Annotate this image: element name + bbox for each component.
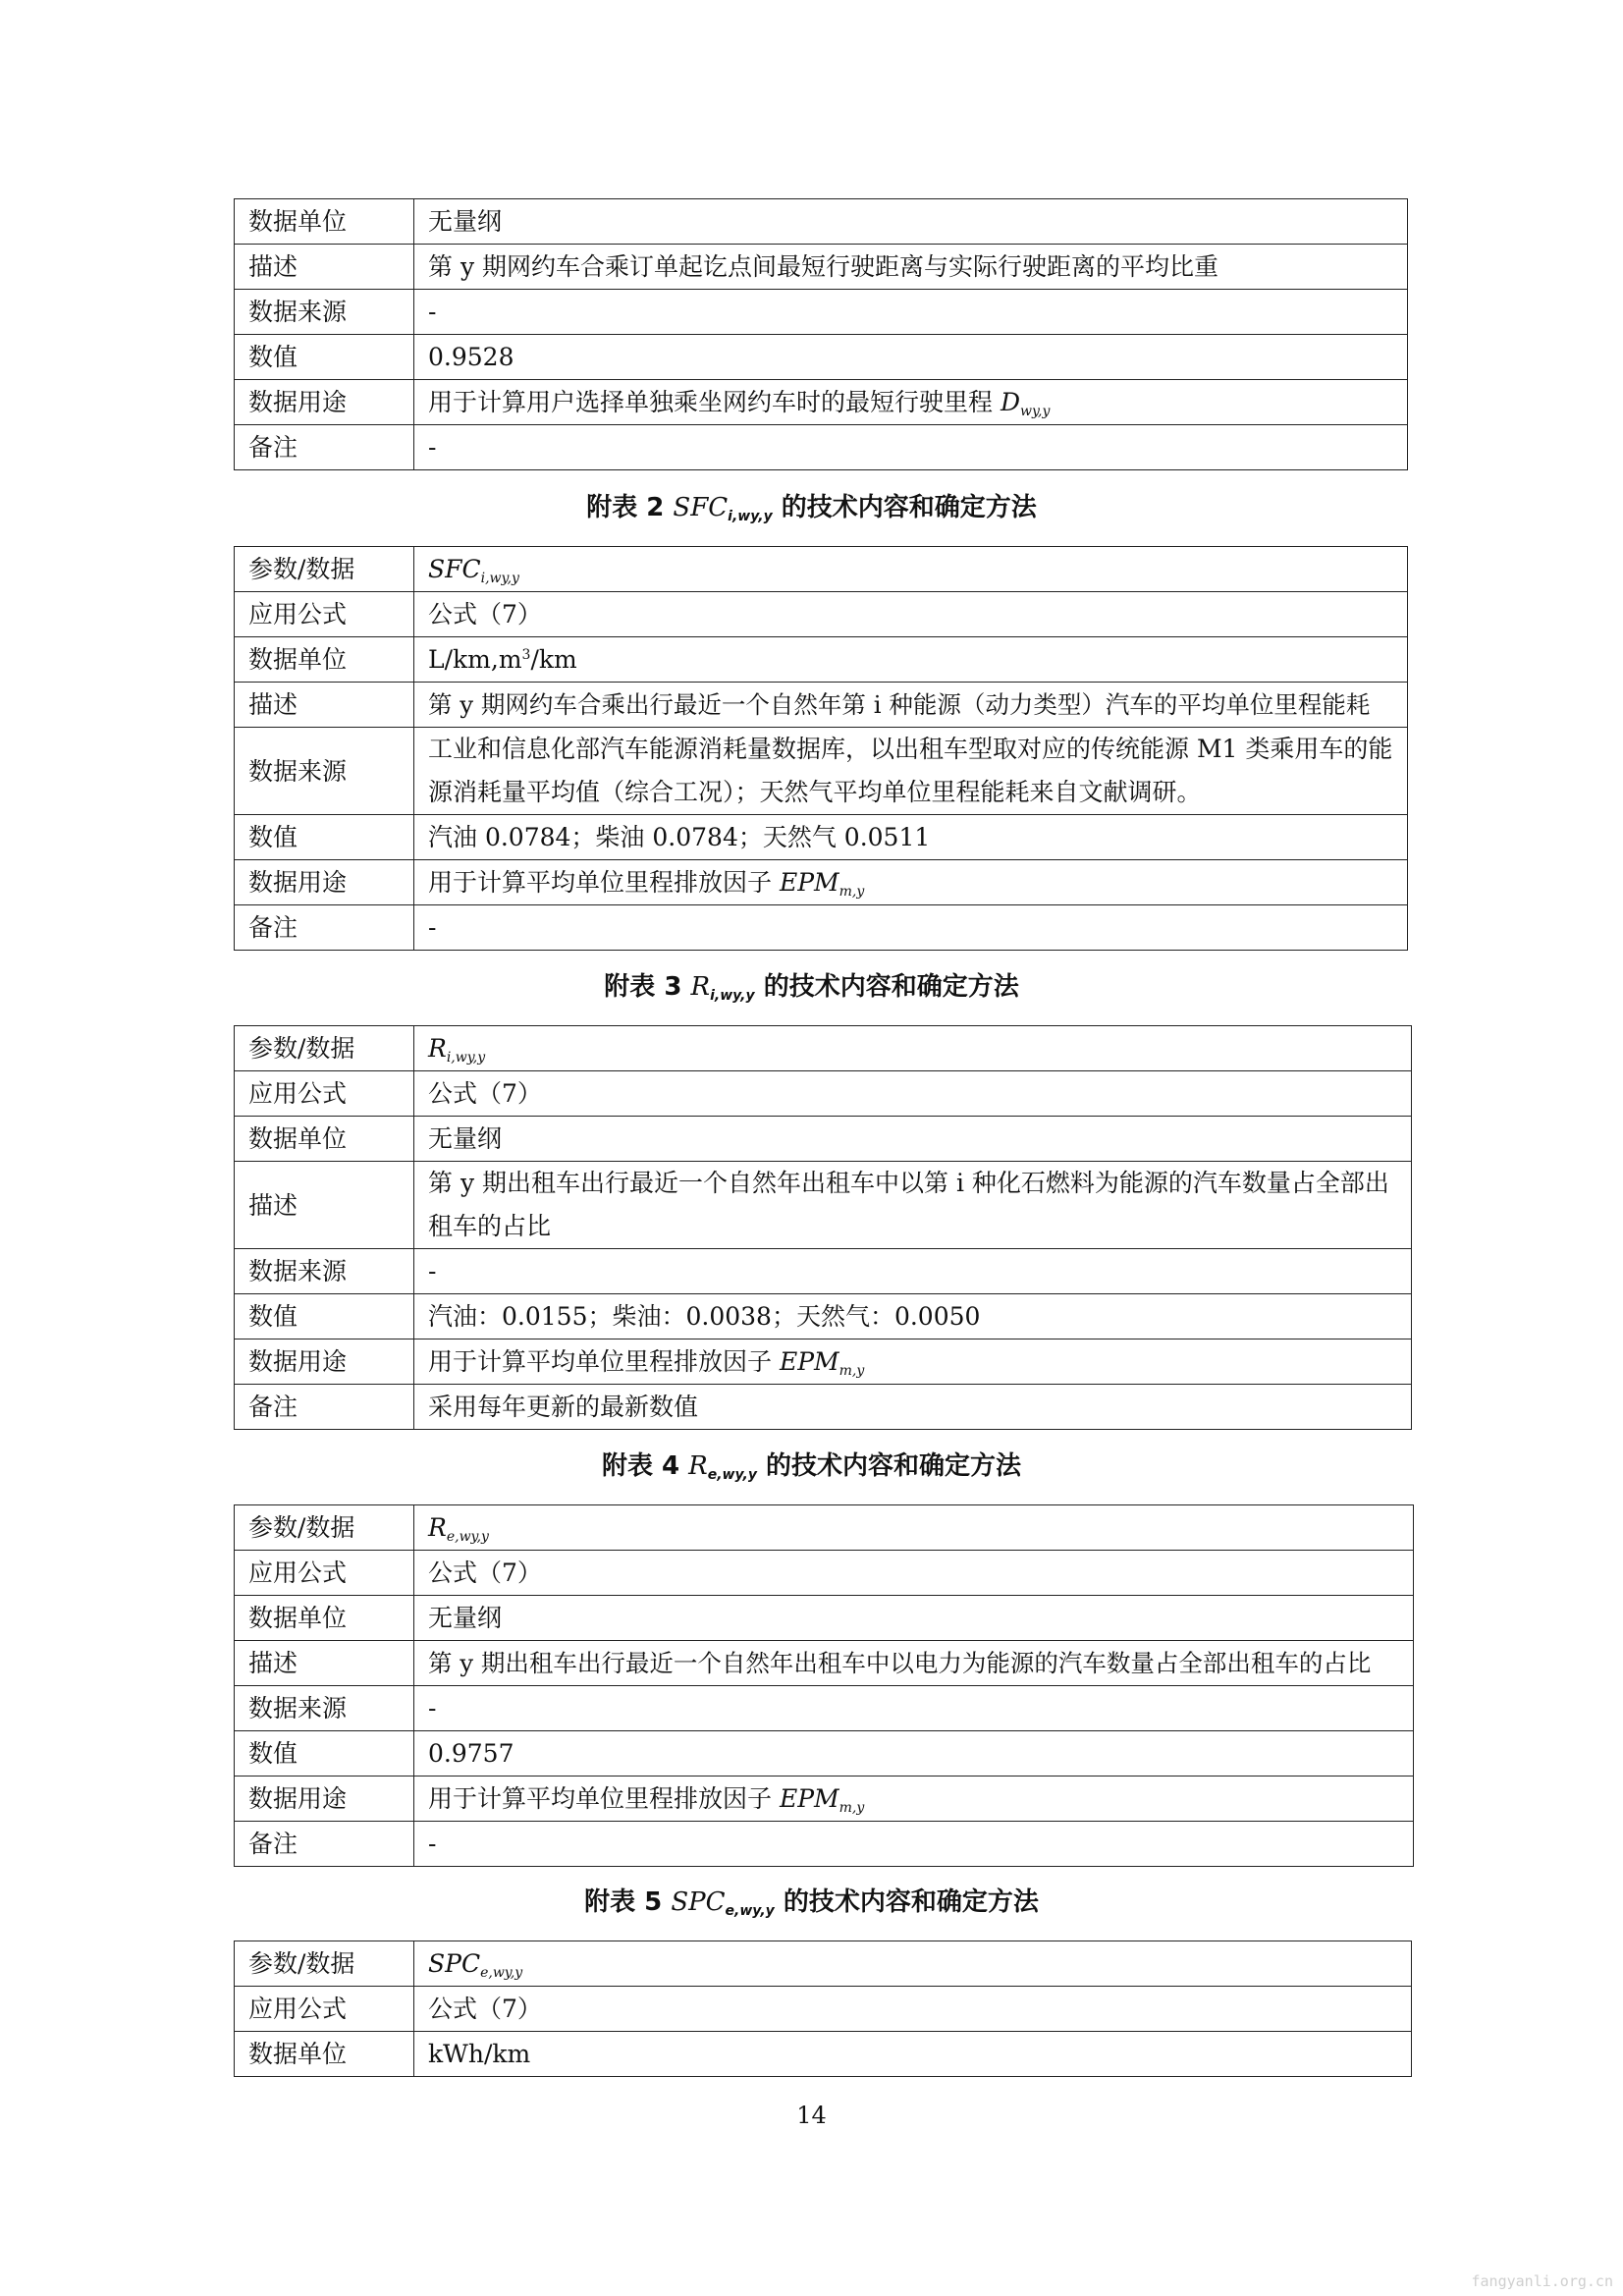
row-value: - (414, 1686, 1414, 1731)
table-row (235, 1294, 1412, 1339)
table-row (235, 1385, 1412, 1430)
row-key: 数据来源 (235, 1686, 414, 1731)
row-key: 数据单位 (235, 1596, 414, 1641)
row-key: 描述 (235, 683, 414, 728)
row-key: 参数/数据 (235, 1941, 414, 1987)
table-row (235, 425, 1408, 470)
table-row (235, 1162, 1412, 1249)
value-text: 用于计算平均单位里程排放因子 (428, 1784, 773, 1813)
math-subscript: i,wy,y (728, 509, 773, 524)
math-subscript: i,wy,y (480, 571, 519, 586)
row-value: 公式（7） (414, 592, 1408, 637)
table-row (235, 1071, 1412, 1117)
caption-suffix: 的技术内容和确定方法 (781, 493, 1037, 522)
caption-suffix: 的技术内容和确定方法 (766, 1451, 1022, 1481)
row-key: 数据用途 (235, 380, 414, 425)
caption-prefix: 附表 2 (586, 493, 665, 522)
row-value (414, 1941, 1412, 1987)
row-value: 0.9757 (414, 1731, 1414, 1777)
table-row (235, 547, 1408, 592)
table-row (235, 1822, 1414, 1867)
row-value: - (414, 1822, 1414, 1867)
caption-suffix: 的技术内容和确定方法 (783, 1887, 1039, 1917)
row-value (414, 860, 1408, 905)
math-symbol: EPM (779, 1784, 839, 1813)
table-1 (234, 198, 1408, 470)
caption-prefix: 附表 5 (584, 1887, 663, 1917)
row-key: 数据单位 (235, 2032, 414, 2077)
table-3-caption (0, 966, 1623, 1003)
math-symbol: SPC (428, 1949, 481, 1978)
math-symbol: EPM (779, 1347, 839, 1376)
table-row (235, 1596, 1414, 1641)
row-key: 备注 (235, 425, 414, 470)
table-3 (234, 1025, 1412, 1430)
page-number: 14 (796, 2102, 827, 2129)
math-subscript: i,wy,y (710, 988, 755, 1004)
table-row (235, 1026, 1412, 1071)
row-value: - (414, 1249, 1412, 1294)
row-key: 数值 (235, 815, 414, 860)
row-key: 数据用途 (235, 1339, 414, 1385)
math-subscript: e,wy,y (725, 1903, 775, 1919)
table-row (235, 199, 1408, 245)
table-row (235, 1686, 1414, 1731)
unit-part-a: L/km,m (428, 645, 522, 674)
table-5 (234, 1941, 1412, 2077)
math-symbol: SFC (428, 555, 481, 583)
row-value: - (414, 905, 1408, 951)
row-value: 汽油：0.0155；柴油：0.0038；天然气：0.0050 (414, 1294, 1412, 1339)
table-row (235, 1731, 1414, 1777)
math-subscript: m,y (839, 884, 865, 900)
row-key: 数值 (235, 1294, 414, 1339)
unit-part-b: /km (530, 645, 577, 674)
math-subscript: e,wy,y (446, 1529, 489, 1545)
table-row (235, 1339, 1412, 1385)
row-key: 描述 (235, 245, 414, 290)
row-key: 应用公式 (235, 1551, 414, 1596)
watermark: fangyanli.org.cn (1471, 2272, 1613, 2290)
table-row (235, 683, 1408, 728)
math-symbol: R (428, 1034, 447, 1063)
row-value (414, 380, 1408, 425)
caption-prefix: 附表 3 (604, 972, 682, 1002)
row-key: 数据单位 (235, 199, 414, 245)
row-key: 应用公式 (235, 592, 414, 637)
math-symbol: SFC (673, 493, 729, 522)
row-value (414, 1505, 1414, 1551)
table-row (235, 380, 1408, 425)
math-subscript: m,y (839, 1800, 865, 1816)
value-text: 用于计算平均单位里程排放因子 (428, 1347, 773, 1376)
table-row (235, 1551, 1414, 1596)
row-value: 工业和信息化部汽车能源消耗量数据库，以出租车型取对应的传统能源 M1 类乘用车的能源消耗量平均值（综合工况）；天然气平均单位里程能耗来自文献调研。 (414, 728, 1408, 815)
row-value: kWh/km (414, 2032, 1412, 2077)
table-5-caption (0, 1882, 1623, 1918)
table-2 (234, 546, 1408, 951)
value-text: 用于计算用户选择单独乘坐网约车时的最短行驶里程 (428, 388, 994, 416)
row-value: 无量纲 (414, 1596, 1414, 1641)
row-value: 第 y 期出租车出行最近一个自然年出租车中以第 i 种化石燃料为能源的汽车数量占全部出租车的占比 (414, 1162, 1412, 1249)
math-symbol: R (688, 1451, 708, 1481)
row-key: 参数/数据 (235, 1505, 414, 1551)
table-4 (234, 1504, 1414, 1867)
row-value (414, 1026, 1412, 1071)
table-row (235, 637, 1408, 683)
row-value: 公式（7） (414, 1071, 1412, 1117)
table-row (235, 335, 1408, 380)
row-value (414, 547, 1408, 592)
table-row (235, 1505, 1414, 1551)
table-4-caption (0, 1446, 1623, 1482)
table-2-caption (0, 487, 1623, 523)
row-key: 数值 (235, 335, 414, 380)
row-key: 数据单位 (235, 637, 414, 683)
row-key: 备注 (235, 1385, 414, 1430)
row-key: 数据用途 (235, 1777, 414, 1822)
math-symbol: R (428, 1513, 447, 1542)
row-value (414, 1339, 1412, 1385)
table-row (235, 1777, 1414, 1822)
table-row (235, 245, 1408, 290)
table-row (235, 2032, 1412, 2077)
table-row (235, 815, 1408, 860)
math-symbol: D (1000, 388, 1021, 416)
row-key: 数据单位 (235, 1117, 414, 1162)
row-value: - (414, 290, 1408, 335)
row-value: 第 y 期出租车出行最近一个自然年出租车中以电力为能源的汽车数量占全部出租车的占比 (414, 1641, 1414, 1686)
row-value: 公式（7） (414, 1551, 1414, 1596)
row-key: 数据来源 (235, 728, 414, 815)
table-row (235, 1117, 1412, 1162)
row-value (414, 637, 1408, 683)
caption-prefix: 附表 4 (601, 1451, 680, 1481)
row-value: 第 y 期网约车合乘出行最近一个自然年第 i 种能源（动力类型）汽车的平均单位里程能耗 (414, 683, 1408, 728)
math-symbol: R (690, 972, 711, 1002)
row-key: 备注 (235, 1822, 414, 1867)
table-row (235, 1941, 1412, 1987)
row-key: 数据用途 (235, 860, 414, 905)
math-subscript: e,wy,y (480, 1965, 523, 1981)
row-key: 数据来源 (235, 1249, 414, 1294)
row-key: 应用公式 (235, 1071, 414, 1117)
row-key: 数值 (235, 1731, 414, 1777)
row-key: 描述 (235, 1641, 414, 1686)
row-key: 备注 (235, 905, 414, 951)
math-symbol: EPM (779, 868, 839, 897)
math-subscript: i,wy,y (446, 1050, 486, 1066)
table-row (235, 860, 1408, 905)
math-subscript: e,wy,y (707, 1467, 757, 1483)
table-row (235, 290, 1408, 335)
table-row (235, 592, 1408, 637)
row-value: 0.9528 (414, 335, 1408, 380)
math-symbol: SPC (671, 1887, 726, 1917)
row-key: 描述 (235, 1162, 414, 1249)
math-subscript: wy,y (1020, 404, 1051, 419)
value-text: 用于计算平均单位里程排放因子 (428, 868, 773, 897)
row-value: 公式（7） (414, 1987, 1412, 2032)
row-value: 采用每年更新的最新数值 (414, 1385, 1412, 1430)
row-value (414, 1777, 1414, 1822)
row-key: 参数/数据 (235, 1026, 414, 1071)
table-row (235, 1987, 1412, 2032)
row-key: 应用公式 (235, 1987, 414, 2032)
row-value: 无量纲 (414, 199, 1408, 245)
math-subscript: m,y (839, 1363, 865, 1379)
table-row (235, 728, 1408, 815)
row-value: 无量纲 (414, 1117, 1412, 1162)
table-row (235, 905, 1408, 951)
table-row (235, 1249, 1412, 1294)
table-row (235, 1641, 1414, 1686)
row-value: 汽油 0.0784；柴油 0.0784；天然气 0.0511 (414, 815, 1408, 860)
row-key: 参数/数据 (235, 547, 414, 592)
row-value: - (414, 425, 1408, 470)
caption-suffix: 的技术内容和确定方法 (763, 972, 1019, 1002)
row-key: 数据来源 (235, 290, 414, 335)
unit-superscript: 3 (521, 647, 531, 663)
row-value: 第 y 期网约车合乘订单起讫点间最短行驶距离与实际行驶距离的平均比重 (414, 245, 1408, 290)
